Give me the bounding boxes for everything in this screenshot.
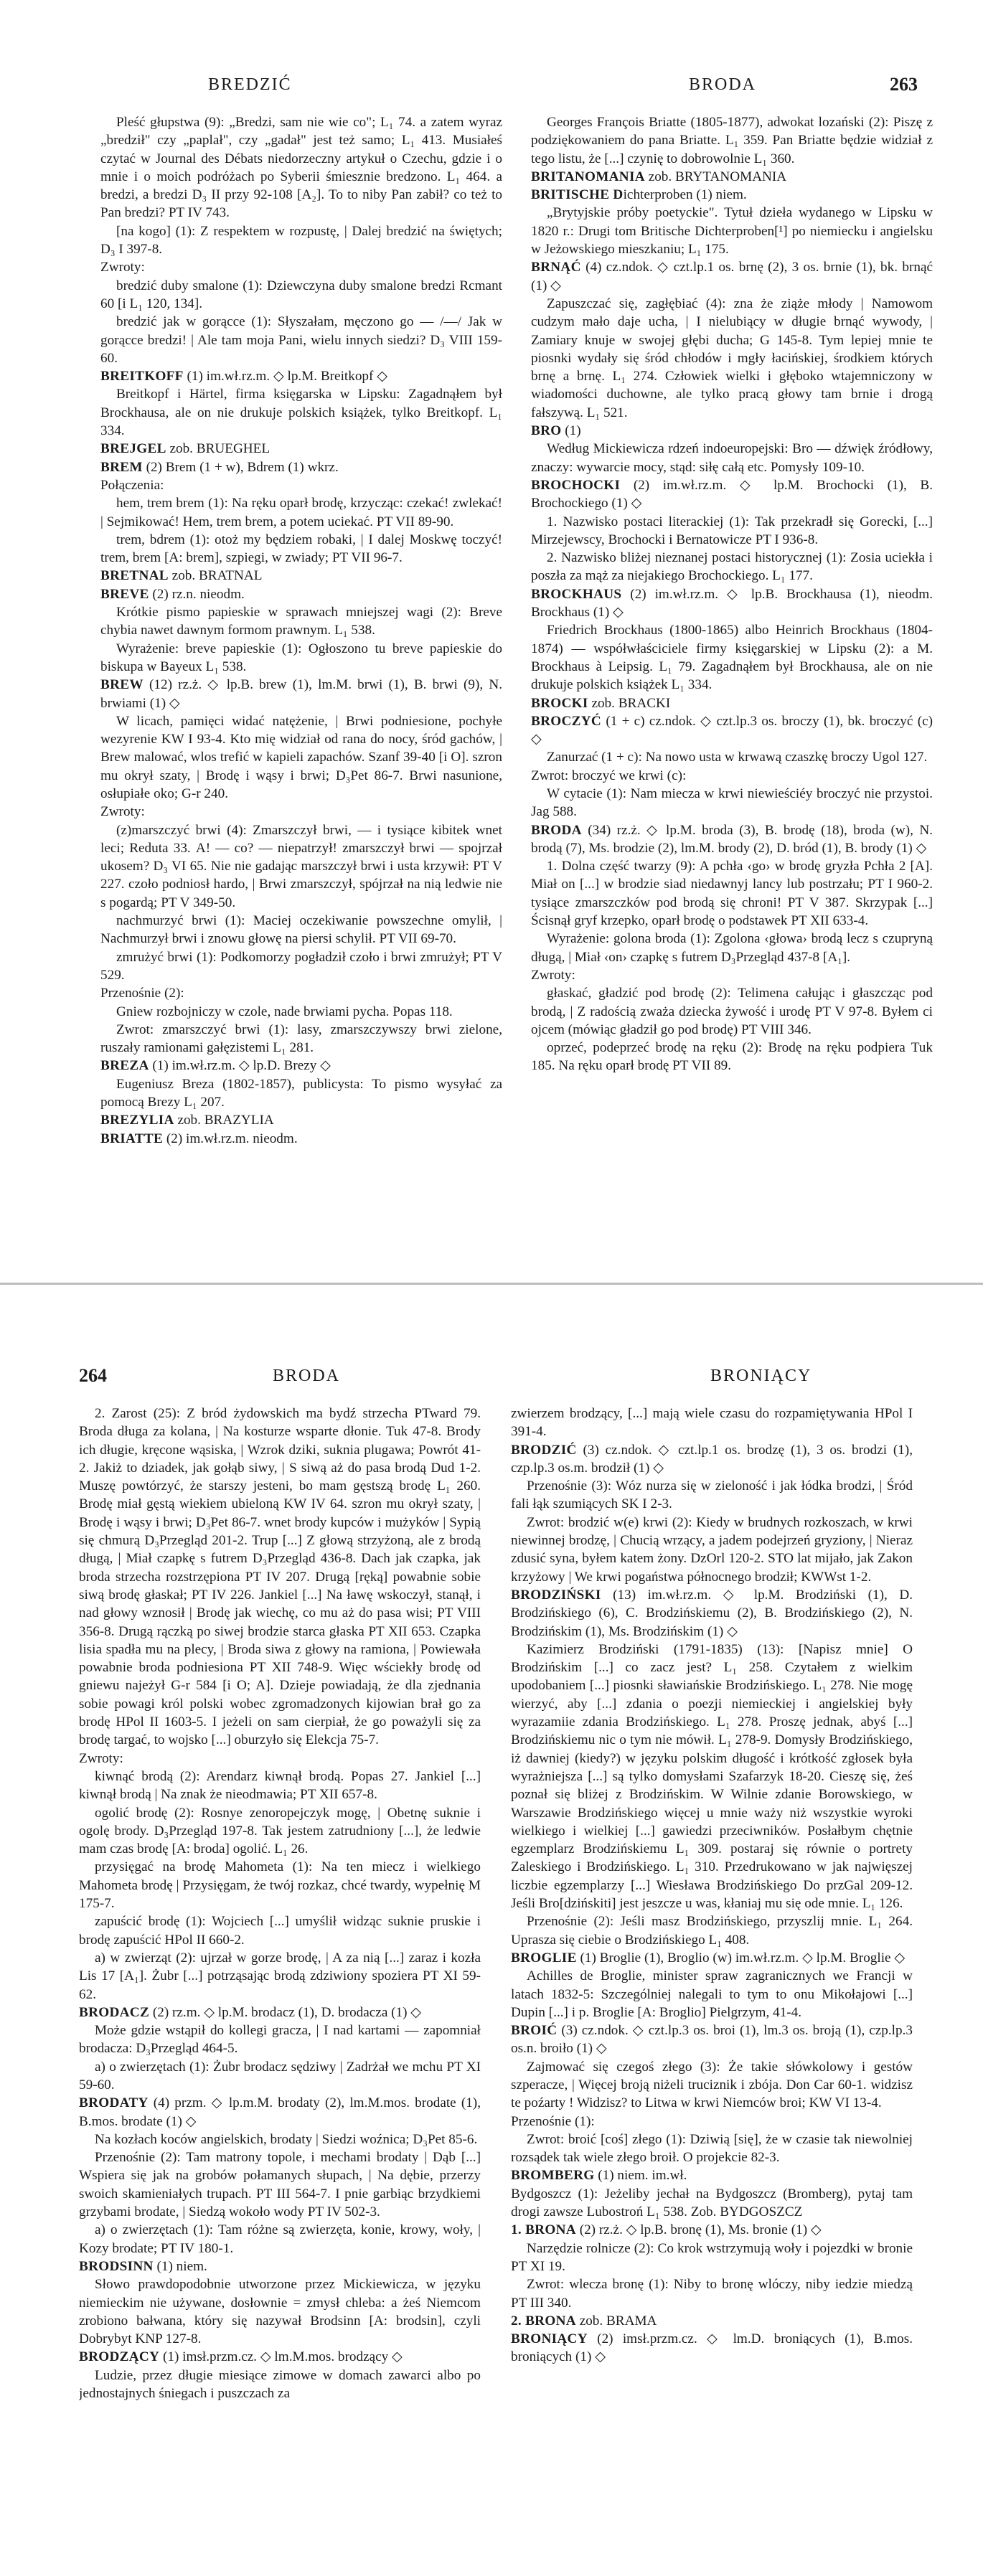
entry-text: a) o zwierzętach (1): Tam różne są zwierzęta, konie, krowy, woły, | Kozy brodate; PT IV 180-1.	[79, 2222, 481, 2256]
entry-text: Achilles de Broglie, minister spraw zagranicznych we Francji w latach 1832-5: Szczególniej nalegali to tym to onu Mikołajowi [...] Dupin [...] i p. Broglie [A: Broglio] Pielgrzym, 41-4.	[511, 1968, 913, 2020]
page-number: 263	[890, 74, 918, 95]
entry-headword: 1. BRONA (2) rz.ż. ◇ lp.B. bronę (1), Ms. bronie (1) ◇	[511, 2222, 822, 2238]
entry-text: Wyrażenie: breve papieskie (1): Ogłoszono tu breve papieskie do biskupa w Bayeux L₁ 538.	[100, 641, 502, 674]
right-column	[531, 113, 933, 1268]
entry-text: Na kozłach koców angielskich, brodaty | Siedzi woźnica; D₃Pet 85-6.	[95, 2131, 478, 2147]
entry-headword: BRODZIŃSKI (13) im.wł.rz.m. ◇ lp.M. Brodziński (1), D. Brodzińskiego (6), C. Brodzińskiemu (2), B. Brodzińskiego (2), N. Brodzińskim (1), Ms. Brodzińskim (1) ◇	[511, 1587, 913, 1639]
left-column	[79, 1405, 481, 2552]
running-header-center: BRODA	[689, 75, 757, 94]
entry-text: Kazimierz Brodziński (1791-1835) (13): [Napisz mnie] O Brodzińskim [...] co zacz jest? L₁ 258. Czytałem z wielkim upodobaniem [...] piosnki sławiańskie Brodzińskiego. L₁ 278. Nie mogę wierzyć, aby [...] zdania o poezji niemieckiej i angielskiej były wyrazamiie zdania Brodzińskiego. L₁ 278. Proszę jednak, abyś [...] Brodzińskiemu nic o tym nie mówił. L₁ 278-9. Domysły Brodzińskiego, iż dawniej (kiedy?) w języku polskim długość i krótkość zgłosek była wyrażniejsza [...] są tylko domysłami Szafarzyk 18-20. Cieszę się, żeś poznał się bliżej z Brodzińskim. W Wilnie zdanie Borowskiego, w Warszawie Brodzińskiego więcej u mnie waży niż wszystkie wyroki wielkiego i wielkiej [...] gawiedzi przeciwników. Posłałbym chętnie egzemplarz Brodzińskiemu L₁ 309. postaraj się równie o portrety Zaleskiego i Brodzińskiego. L₁ 310. Przedrukowano w jak najwięszej liczbie egzemplarzy [...] Wiesława Brodzińskiego Do przGal 209-12. Jeśli Bro[dzińskiti] jest jeszcze u was, kłaniaj mu się ode mnie. L₁ 126.	[511, 1641, 913, 1912]
entry-text: (z)marszczyć brwi (4): Zmarszczył brwi, — i tysiące kibitek wnet leci; Redutа 33. A! — co? — niepatrzył! zmarszczył brwi — spojrzał ukosem? D₃ VI 65. Nie nie gadając marszczył brwi i usta krzywił: PT V 227. czoło podniosł hardo, | Brwi zmarszczył, spójrzał na nią ledwie nie s pogardą; PT V 349-50.	[100, 822, 502, 910]
entry-headword: BROGLIE (1) Broglie (1), Broglio (w) im.wł.rz.m. ◇ lp.M. Broglie ◇	[511, 1950, 906, 1966]
entry-headword: BREVE (2) rz.n. nieodm.	[100, 586, 245, 602]
entry-text: Krótkie pismo papieskie w sprawach mniejszej wagi (2): Breve chybia nawet dawnym formom prawnym. L₁ 538.	[100, 605, 502, 638]
entry-headword: BRITISCHE Dichterproben (1) niem.	[531, 187, 747, 203]
entry-text: Przenośnie (1):	[511, 2113, 595, 2129]
entry-text: a) w zwierząt (2): ujrzał w gorze brodę, | A za nią [...] zaraz i kozła Lis 17 [A₁]. Żubr [...] potrząsając brodą zdziwiony spozierа PT XI 59-62.	[79, 1950, 481, 2002]
entry-headword: BRODACZ (2) rz.m. ◇ lp.M. brodacz (1), D. brodacza (1) ◇	[79, 2004, 422, 2020]
entry-headword: 2. BRONA zob. BRAMA	[511, 2313, 657, 2329]
entry-text: Zwroty:	[100, 804, 145, 820]
entry-headword: BROCKHAUS (2) im.wł.rz.m. ◇ lp.B. Brockhausa (1), nieodm. Brockhaus (1) ◇	[531, 586, 933, 621]
entry-headword: BROCZYĆ (1 + c) cz.ndok. ◇ czt.lp.3 os. broczy (1), bk. broczyć (c) ◇	[531, 713, 933, 747]
entry-text: „Brytyjskie próby poetyckie". Tytuł dzieła wydanego w Lipsku w 1820 r.: Drugi tom Britische Dichterproben[¹] po niemiecku i angielsku w Jeżowskiego mieszkaniu; L₁ 175.	[531, 205, 933, 258]
entry-text: Ludzie, przez długie miesiące zimowe w domach zawarci albo po jednostajnych śniegach i puszczach za	[79, 2367, 481, 2402]
entry-headword: BREJGEL zob. BRUEGHEL	[100, 441, 271, 457]
entry-headword: BREZYLIA zob. BRAZYLIA	[100, 1113, 274, 1128]
entry-headword: BROCKI zob. BRACKI	[531, 695, 671, 711]
entry-text: kiwnąć brodą (2): Arendarz kiwnął brodą. Popas 27. Jankiel [...] kiwnął brodą | Na znak że nieodmawia; PT XII 657-8.	[79, 1768, 481, 1803]
entry-text: Pleść głupstwa (9): „Bredzi, sam nie wie co"; L₁ 74. a zatem wyraz „bredził" czy „paplał", czy „gadał" jest też samo; L₁ 413. Musiałeś czytać w Journal des Débats niedorzeczny artykuł o Czechu, gdzie i o mnie i o moich podróżach po Syberii śmiesznie bredzono. L₁ 464. a bredzi, a bredzi D₃ II przy 92-108 [A₂]. To to niby Pan zabił? co też to Pan bredzi? PT IV 743.	[100, 115, 502, 221]
entry-headword: BRITANOMANIA zob. BRYTANOMANIA	[531, 169, 787, 184]
entry-headword: BRODA (34) rz.ż. ◇ lp.M. broda (3), B. brodę (18), broda (w), N. brodą (7), Ms. brodzie (2), lm.M. brody (2), D. bród (1), B. brody (1) ◇	[531, 822, 933, 856]
entry-text: Bydgoszcz (1): Jeżeliby jechał na Bydgoszcz (Bromberg), pytaj tam drogi zawsze Lubostroń L₁ 538. Zob. BYDGOSZCZ	[511, 2186, 913, 2220]
entry-text: Zwrot: broczyć we krwi (c):	[531, 768, 687, 783]
entry-text: zwierzem brodzący, [...] mają wiele czasu do rozpamiętywania HPol I 391-4.	[511, 1406, 913, 1440]
entry-text: bredzić duby smalone (1): Dziewczyna duby smalone bredzi Rcmant 60 [i L₁ 120, 134].	[100, 278, 502, 311]
dictionary-page-263	[0, 0, 983, 1277]
entry-text: Zwrot: brodzić w(e) krwi (2): Kiedy w brudnych rozkoszach, w krwi niewinnej brodzę, | Chucią wrzący, a jadem podejrzeń gryziony, | Nieraz zdusić syna, byłem katem żony. DzOrl 120-2. STO lat mijało, jak Zakon krzyżowy | We krwi pogaństwa północnego brodził; KWWst 1-2.	[511, 1514, 913, 1585]
entry-text: Narzędzie rolnicze (2): Co krok wstrzymują wołу i pojezdki w bronie PT XI 19.	[511, 2240, 913, 2274]
entry-text: Słowo prawdopodobnie utworzone przez Mickiewicza, w języku niemieckim nie używane, dosłownie = zmysł chleba: a żeś Niemcom zrobiono bałwana, który się nazywał Brodsinn [A: brodsin], czyli Dobrybyt KNP 127-8.	[79, 2277, 481, 2347]
dictionary-page-264	[0, 1291, 983, 2576]
entry-headword: BRODZĄCY (1) imsł.przm.cz. ◇ lm.M.mos. brodzący ◇	[79, 2349, 403, 2365]
entry-text: Przenośnie (3): Wóz nurza się w zieloność i jak łódka brodzi, | Śród fali łąk szumiących SK I 2-3.	[511, 1478, 913, 1512]
entry-text: zmrużyć brwi (1): Podkomorzy pogładził czoło i brwi zmrużył; PT V 529.	[100, 949, 502, 983]
left-column	[100, 113, 502, 1268]
running-header-left: BREDZIĆ	[208, 75, 292, 94]
entry-text: Zapuszczać się, zagłębiać (4): zna że ziąże młody | Namowom cudzym mało daje ucha, | I nielubiący w długie brnąć wywody, | Zamiary knuje w swojej głębi ducha; G 145-8. Tym lepiej mnie te piosnki wydały się śród chłodów i mgły łacińskiej, środkiem których brnę a brnę. L₁ 274. Człowiek wielki i głęboko wtajemniczony w wiadomości duchowne, ale tylko pracą głowy tam brnie i drogą fałszywą. L₁ 521.	[531, 296, 933, 420]
entry-text: Friedrich Brockhaus (1800-1865) albo Heinrich Brockhaus (1804-1874) — współwłaściciele firmy księgarskiej w Lipsku (2): a M. Brockhaus à Leipsig. L₁ 79. Zagadnąłem był Brockhausa, ale on nie drukuje polskich książek L₁ 334.	[531, 623, 933, 693]
entry-text: 2. Nazwisko bliżej nieznanej postaci historycznej (1): Zosia uciekła i poszła za mąż za niejakiego Brochockiego. L₁ 177.	[531, 550, 933, 584]
entry-text: [na kogo] (1): Z respektem w rozpustę, | Dalej bredzić na świętych; D₃ I 397-8.	[100, 223, 502, 258]
entry-text: Zwroty:	[79, 1750, 123, 1766]
entry-headword: BROIĆ (3) cz.ndok. ◇ czt.lp.3 os. broi (1), lm.3 os. broją (1), czp.lp.3 os.n. broiło (1) ◇	[511, 2023, 913, 2057]
entry-text: nachmurzyć brwi (1): Maciej oczekiwanie powszechne omylił, | Nachmurzył brwi i znowu głowę na piersi schylił. PT VII 69-70.	[100, 913, 502, 947]
entry-text: 2. Zarost (25): Z bród żydowskich ma bydź strzecha PTward 79. Broda długa za kolana, | Na kosturze wsparte dłonie. Tuk 47-8. Brody ich długie, kręcone wąsiska, | Wzrok dziki, suknia plugawa; Powrót 41-2. Jakiż to dziadek, jak gołąb siwy, | S siwą aż do pasa brodą Dud 1-2. Muszę powtórzyć, że starszy jesteni, bo mam gęstszą brodę L₁ 260. Brodę miał gęstą wiekiem ubieloną KW IV 64. szron mu okrył szaty, | Brodę i wąsy i brwi; D₃Pet 86-7. wnet brody kupców i mużyków | Sypią się chmurą D₃Przegląd 201-2. Trup [...] Z głową strzyżoną, ale z brodą długą, | Miał czapkę s futrem D₃Przegląd 436-8. Dach jak czapka, jak broda strzecha rozstrzępiona PT IV 207. Drugą [ręką] powabnie sobie siwą brodę głaskał; PT IV 226. Jankiel [...] Na ławę wskoczył, stanął, i nad głowy wznosił | Brodę jak wiechę, co mu aż do pasa wisi; PT VIII 356-8. Drugą rączką po siwej brodzie starca głaska PT XII 653. Czapka lisia spadła mu na plecy, | Broda siwa z głowy na ramiona, | Powiewała powabnie broda podniesiona PT XII 748-9. Więc wściekły brodę od gniewu najeżył G-r 584 [i O; A]. Dzieje powiadają, że dla zjednania sobie powagi król polski wobec zgromadzonych kijowian brał go za brodę HPol II 1603-5. I jeżeli on sam cierpiał, że go poważyli się za brodę targać, to wojsko [...] oburzyło się Elekcja 75-7.	[79, 1406, 481, 1748]
entry-headword: BRODZIĆ (3) cz.ndok. ◇ czt.lp.1 os. brodzę (1), 3 os. brodzi (1), czp.lp.3 os.m. brodził (1) ◇	[511, 1442, 913, 1476]
entry-text: Przenośnie (2):	[100, 986, 184, 1001]
entry-headword: BRNĄĆ (4) cz.ndok. ◇ czt.lp.1 os. brnę (2), 3 os. brnie (1), bk. brnąć (1) ◇	[531, 260, 933, 293]
right-column	[511, 1405, 913, 2552]
entry-text: Zanurzać (1 + c): Na nowo usta w krwawą czaszkę broczy Ugol 127.	[547, 750, 928, 765]
entry-headword: BREZA (1) im.wł.rz.m. ◇ lp.D. Brezy ◇	[100, 1058, 331, 1074]
entry-text: Zwrot: zmarszczyć brwi (1): lasy, zmarszczywszy brwi zielone, ruszały ramionami gałęzistemi L₁ 281.	[100, 1022, 502, 1056]
entry-text: przysięgać na brodę Mahometa (1): Na ten miecz i wielkiego Mahometa brodę | Przysięgam, że twój rozkaz, chcé twardy, wypełnię M 175-7.	[79, 1859, 481, 1912]
entry-text: ogolić brodę (2): Rosnye zenoropejczyk mogę, | Obetnę suknie i ogolę brody. D₃Przegląd 197-8. Tak jestem zatrudniony [...], że ledwie mam czas brodę [A: broda] ogolić. L₁ 26.	[79, 1805, 481, 1857]
entry-headword: BRODATY (4) przm. ◇ lp.m.M. brodaty (2), lm.M.mos. brodate (1), B.mos. brodate (1) ◇	[79, 2095, 481, 2129]
entry-text: W licach, pamięci widać natężenie, | Brwi podniesione, pochyłe wezyrenie KW I 93-4. Kto mię widział od rana do nocy, śród gachów, | Brew malować, wlos trefić w kapieli zapachów. Szanf 39-40 [i O]. szron mu okrył szaty, | Brodę i wąsy i brwi; D₃Pet 86-7. Brwi nasunione, osłupiałe oko; G-r 240.	[100, 713, 502, 801]
entry-headword: BREW (12) rz.ż. ◇ lp.B. brew (1), lm.M. brwi (1), B. brwi (9), N. brwiami (1) ◇	[100, 677, 502, 711]
entry-text: Breitkopf i Härtel, firma księgarska w Lipsku: Zagadnąłem był Brockhausa, ale on nie drukuje polskich książek, tylko Breitkopf. L₁ 334.	[100, 387, 502, 439]
entry-text: Zwrot: broić [coś] złego (1): Dziwią [się], że w czasie tak niewolniej rozsądek tak wiele złego broił. O projekcie 82-3.	[511, 2131, 913, 2166]
entry-text: W cytacie (1): Nam mieczа w krwi niewieściéy broczyć nie przystoi. Jag 588.	[531, 785, 933, 820]
entry-headword: BREITKOFF (1) im.wł.rz.m. ◇ lp.M. Breitkopf ◇	[100, 369, 387, 384]
entry-text: bredzić jak w gorącce (1): Słyszałam, męczono go — /—/ Jak w gorącce bredzi! | Ale tam moja Pani, wielu innych siedzi? D₃ VIII 159-60.	[100, 314, 502, 366]
entry-text: trem, bdrem (1): otoż my będziem robaki, | I dalej Moskwę toczyć! trem, brem [A: brem], szpiegi, w zwiady; PT VII 96-7.	[100, 532, 502, 566]
entry-headword: BRO (1)	[531, 423, 581, 439]
entry-headword: BRODSINN (1) niem.	[79, 2258, 207, 2274]
entry-text: Przenośnie (2): Tam matrony topole, i mechami brodaty | Dąb [...] Wspiera się jak na grobów połamanych słupach, | Na dębie, przerzy swoich skamieniałych trupach. PT III 564-7. I pnie garbiąc brzydkiemi grzybami brodate, | Siedzą wokoło wody PT IV 502-3.	[79, 2150, 481, 2220]
entry-text: Zwroty:	[531, 967, 575, 983]
entry-headword: BROMBERG (1) niem. im.wł.	[511, 2168, 687, 2184]
entry-text: Zwrot: wlecza bronę (1): Niby to bronę wlóczy, niby iedzie miedzą PT III 340.	[511, 2277, 913, 2311]
entry-text: Georges François Briatte (1805-1877), adwokat lozański (2): Piszę z podziękowaniem do pana Briatte. L₁ 359. Pan Briatte będzie widział z tego listu, że [...] czynię to dobrowolnie L₁ 360.	[531, 115, 933, 166]
entry-headword: BRONIĄCY (2) imsł.przm.cz. ◇ lm.D. broniących (1), B.mos. broniących (1) ◇	[511, 2331, 913, 2365]
page-divider	[0, 1283, 983, 1285]
entry-text: zapuścić brodę (1): Wojciech [...] umyślił widząc suknie pruskie i brodę zapuścić HPol II 660-2.	[79, 1914, 481, 1948]
entry-headword: BROCHOCKI (2) im.wł.rz.m. ◇ lp.M. Brochocki (1), B. Brochockiego (1) ◇	[531, 477, 933, 511]
entry-headword: BRETNAL zob. BRATNAL	[100, 568, 263, 584]
entry-text: hem, trem brem (1): Na ręku oparł brodę, krzycząc: czekać! zwlekać! | Sejmikować! Hem, trem brem, a potem uciekać. PT VII 89-90.	[100, 496, 502, 529]
entry-text: 1. Dolna część twarzy (9): A pchła ‹go› w brodę gryzła Pchła 2 [A]. Miał on [...] w brodzie siad niedawnyj lancy lub postrzału; PT I 960-2. tysiące zmarszczków pod brodą się chroni! PT V 387. Skrzypak [...] Ścisnął gryf krzepko, oparł brodę o podstawek PT XII 633-4.	[531, 859, 933, 929]
running-header-right: BRONIĄCY	[710, 1367, 812, 1385]
running-header-center: BRODA	[273, 1367, 341, 1385]
entry-text: Zajmować się czegoś złego (3): Że takie słówkolowy i gestów szperacze, | Więcej broją niżeli truciznik i zbója. Don Car 60-1. widzisz te poźarty ! Widzisz? to Litwa w krwi Niemców broi; KW VI 13-4.	[511, 2059, 913, 2111]
entry-text: Eugeniusz Breza (1802-1857), publicysta: To pismo wysyłać za pomocą Brezy L₁ 207.	[100, 1076, 502, 1110]
entry-text: 1. Nazwisko postaci literackiej (1): Tak przekradł się Gorecki, [...] Mirzejewscy, Brochocki i Bernatowicze PT I 936-8.	[531, 514, 933, 547]
entry-text: oprzeć, podeprzeć brodę na ręku (2): Brodę na ręku podpiera Tuk 185. Na ręku oparł brodę PT VII 89.	[531, 1040, 933, 1074]
entry-text: Przenośnie (2): Jeśli masz Brodzińskiego, przyszlij mnie. L₁ 264. Uprasza się ciebie o Brodzińskiego L₁ 408.	[511, 1914, 913, 1948]
entry-text: Zwroty:	[100, 260, 145, 275]
entry-text: głaskać, gładzić pod brodę (2): Telimena całując i głaszcząc pod brodą, | Z radością zważa dziecka żywość i urodę PT V 97-8. Byłem ci ojcem (mówiąc gładził go pod brodę) PT VIII 346.	[531, 986, 933, 1037]
entry-text: a) o zwierzętach (1): Żubr brodacz sędziwy | Zadrżał we mchu PT XI 59-60.	[79, 2059, 481, 2093]
entry-headword: BRIATTE (2) im.wł.rz.m. nieodm.	[100, 1131, 298, 1146]
entry-text: Gniew rozbojniczy w czole, nade brwiami pycha. Popas 118.	[116, 1004, 453, 1019]
entry-headword: BREM (2) Brem (1 + w), Bdrem (1) wkrz.	[100, 459, 339, 475]
page-number: 264	[79, 1365, 107, 1386]
entry-text: Według Mickiewicza rdzeń indoeuropejski: Bro — dźwięk źródłowy, znaczy: wywarcie mocy, stąd: siłę całą etc. Pomysły 109-10.	[531, 441, 933, 475]
entry-text: Może gdzie wstąpił do kollegi gracza, | I nad kartami — zapomniał brodacza: D₃Przegląd 464-5.	[79, 2023, 481, 2057]
entry-text: Wyrażenie: golona broda (1): Zgolona ‹głowa› brodą lecz s czupryną długą, | Miał ‹on› czapkę s futrem D₃Przegląd 437-8 [A₁].	[531, 931, 933, 965]
entry-text: Połączenia:	[100, 477, 164, 493]
